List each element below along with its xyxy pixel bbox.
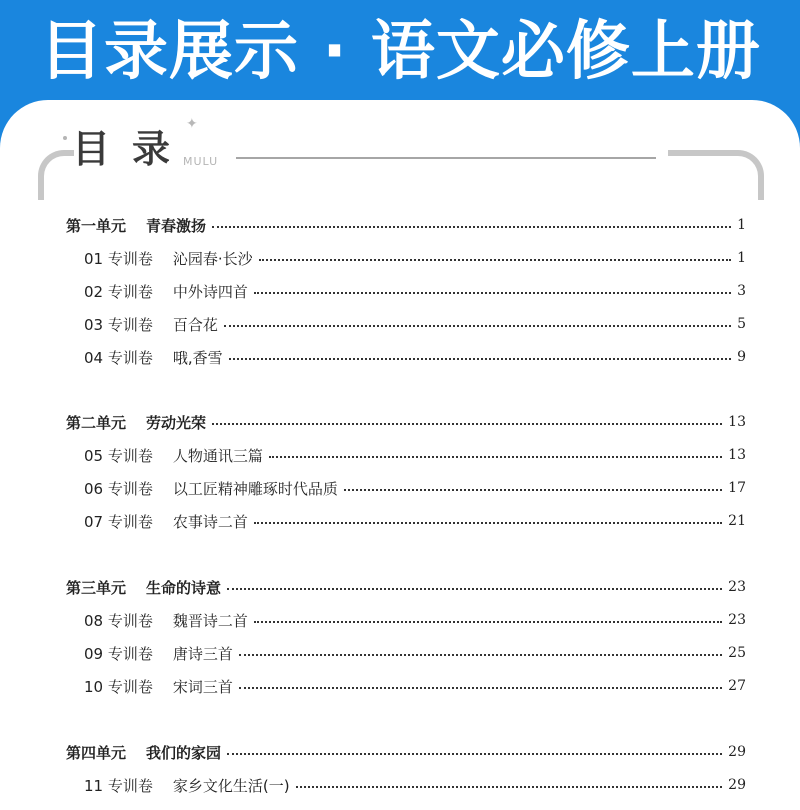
dot-leader [269,456,722,458]
dot-leader [259,259,731,261]
lesson-title: 以工匠精神雕琢时代品质 [172,479,338,498]
page-number: 13 [728,447,746,463]
toc-lesson-row [84,510,746,532]
toc-lesson-row [84,642,746,664]
page-number: 9 [737,349,746,365]
toc-lesson-row [84,346,746,368]
unit-title: 青春激扬 [146,216,207,235]
page-number: 1 [737,250,746,266]
toc-unit-row [66,411,746,433]
toc-lesson-row [84,675,746,697]
dot-leader [224,325,731,327]
toc-lesson-row [84,247,746,269]
lesson-title: 人物通讯三篇 [172,446,263,465]
lesson-code: 10 专训卷 [84,677,153,696]
unit-number: 第三单元 [66,578,127,597]
lesson-title: 宋词三首 [172,677,233,696]
page-number: 23 [728,579,746,595]
unit-title: 生命的诗意 [146,578,222,597]
banner-title: 目录展示 · 语文必修上册 [39,15,761,89]
lesson-title: 魏晋诗二首 [172,611,248,630]
page-number: 25 [728,645,746,661]
toc-unit-row [66,741,746,763]
page-number: 27 [728,678,746,694]
lesson-code: 09 专训卷 [84,644,153,663]
lesson-code: 02 专训卷 [84,282,153,301]
lesson-code: 07 专训卷 [84,512,153,531]
page-number: 3 [737,283,746,299]
unit-title: 我们的家园 [146,743,222,762]
dot-leader [296,786,723,788]
dot-leader [229,358,731,360]
lesson-title: 百合花 [172,315,218,334]
toc-lesson-row [84,313,746,335]
lesson-title: 沁园春·长沙 [172,249,253,268]
dot-leader [239,654,722,656]
unit-number: 第一单元 [66,216,127,235]
dot-leader [254,522,722,524]
lesson-title: 农事诗二首 [172,512,248,531]
dot-leader [227,588,722,590]
page-number: 29 [728,744,746,760]
lesson-code: 05 专训卷 [84,446,153,465]
dot-leader [344,489,722,491]
lesson-code: 01 专训卷 [84,249,153,268]
unit-number: 第四单元 [66,743,127,762]
dot-leader [212,226,731,228]
lesson-title: 哦,香雪 [172,348,223,367]
lesson-code: 03 专训卷 [84,315,153,334]
lesson-code: 08 专训卷 [84,611,153,630]
toc-lesson-row [84,444,746,466]
lesson-code: 06 专训卷 [84,479,153,498]
dot-leader [212,423,722,425]
toc-lesson-row [84,477,746,499]
page-number: 21 [728,513,746,529]
page-number: 13 [728,414,746,430]
toc-unit-row [66,214,746,236]
dot-leader [239,687,722,689]
toc-unit-row [66,576,746,598]
page-number: 23 [728,612,746,628]
lesson-code: 11 专训卷 [84,776,153,795]
lesson-code: 04 专训卷 [84,348,153,367]
unit-title: 劳动光荣 [146,413,207,432]
sparkle-icon: ✦ [186,116,198,132]
dot-leader [227,753,722,755]
lesson-title: 唐诗三首 [172,644,233,663]
toc-heading-pinyin: MULU [183,155,219,168]
toc-heading: 目录 [72,127,193,171]
lesson-title: 中外诗四首 [172,282,248,301]
toc-lesson-row [84,774,746,796]
page-number: 5 [737,316,746,332]
dot-leader [254,621,722,623]
page-number: 1 [737,217,746,233]
toc-lesson-row [84,609,746,631]
unit-number: 第二单元 [66,413,127,432]
page-number: 17 [728,480,746,496]
page-number: 29 [728,777,746,793]
dot-leader [254,292,731,294]
toc-lesson-row [84,280,746,302]
lesson-title: 家乡文化生活(一) [172,776,290,795]
